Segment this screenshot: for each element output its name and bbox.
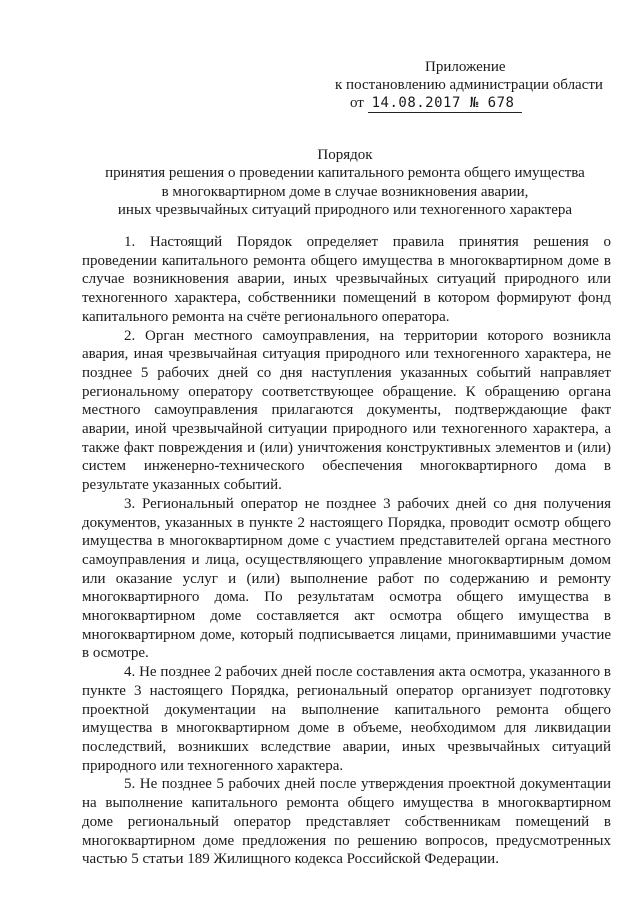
paragraph-5: 5. Не позднее 5 рабочих дней после утверждения проектной документации на выполнение капитального ремонта общего имущества в многоквартирном доме региональный оператор представляет собственникам помещений в многоквартирном доме предложения по решению вопросов, предусмотренных частью 5 статьи 189 Жилищного кодекса Российской Федерации. — [82, 776, 611, 868]
subtitle-line: принятия решения о проведении капитального ремонта общего имущества — [105, 165, 585, 181]
paragraph-2: 2. Орган местного самоуправления, на территории которого возникла авария, иная чрезвычайная ситуация природного или техногенного характера, не позднее 5 рабочих дней со дня наступления указанных событий направляет региональному оператору соответствующее обращение. К обращению органа местного самоуправления прилагаются документы, подтверждающие факт аварии, иной чрезвычайной ситуации природного или техногенного характера, а также факт повреждения и (или) уничтожения конструктивных элементов и (или) систем инженерно-технического обеспечения многоквартирного дома в результате указанных событий. — [82, 327, 611, 494]
handwritten-date-number: 14.08.2017 № 678 — [368, 94, 522, 113]
subtitle-line: в многоквартирном доме в случае возникновения аварии, — [161, 183, 529, 200]
document-title: Порядок — [317, 147, 373, 163]
appendix-header — [330, 58, 615, 113]
paragraph-1: 1. Настоящий Порядок определяет правила принятия решения о проведении капитального ремонта общего имущества в многоквартирном доме в случае возникновения аварии, иных чрезвычайных ситуаций природного или техногенного характера, собственники помещений в котором формируют фонд капитального ремонта на счёте регионального оператора. — [82, 234, 611, 325]
paragraph-3: 3. Региональный оператор не позднее 3 рабочих дней со дня получения документов, указанных в пункте 2 настоящего Порядка, проводит осмотр общего имущества в многоквартирном доме с участием представителей органа местного самоуправления и лица, осуществляющего управление многоквартирным домом или оказание услуг и (или) выполнение работ по содержанию и ремонту многоквартирного дома. По результатам осмотра общего имущества в многоквартирном доме составляется акт осмотра общего имущества в многоквартирном доме, который подписывается лицами, принимавшими участие в осмотре. — [82, 495, 611, 662]
document-subtitle — [60, 164, 630, 220]
date-prefix: от — [350, 95, 364, 111]
appendix-title: Приложение — [425, 59, 506, 75]
appendix-reference: к постановлению администрации области — [335, 77, 603, 93]
document-body — [82, 233, 611, 869]
subtitle-line: иных чрезвычайных ситуаций природного или техногенного характера — [117, 202, 573, 218]
appendix-date-line — [330, 94, 615, 113]
paragraph-4: 4. Не позднее 2 рабочих дней после составления акта осмотра, указанного в пункте 3 настоящего Порядка, региональный оператор организует подготовку проектной документации на выполнение капитального ремонта общего имущества в многоквартирном доме в объеме, необходимом для ликвидации последствий, возникших вследствие аварии, иных чрезвычайных ситуаций природного или техногенного характера. — [82, 664, 611, 774]
